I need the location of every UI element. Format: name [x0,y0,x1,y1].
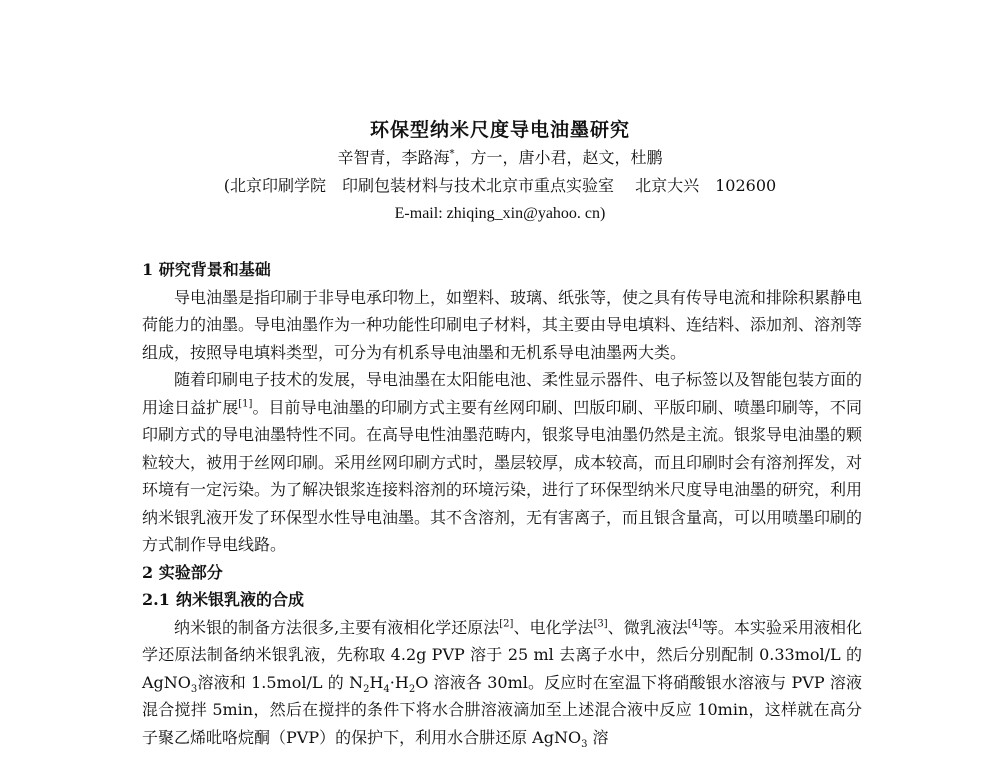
authors-text-1: 辛智青，李路海 [337,148,450,167]
author-list [0,144,1000,172]
paragraph-text: 纳米银的制备方法很多,主要有液相化学还原法 [174,617,500,637]
paragraph-text: 溶 [587,727,609,747]
subsection-title: 纳米银乳液的合成 [176,590,305,609]
paragraph-text: 。目前导电油墨的印刷方式主要有丝网印刷、凹版印刷、平版印刷、喷墨印刷等，不同印刷方式的导电油墨特性不同。在高导电性油墨范畴内，银浆导电油墨仍然是主流。银浆导电油墨的颗粒较大，被用于丝网印刷。采用丝网印刷方式时，墨层较厚，成本较高，而且印刷时会有溶剂挥发，对环境有一定污染。为了解决银浆连接料溶剂的环境污染，进行了环保型纳米尺度导电油墨的研究，利用纳米银乳液开发了环保型水性导电油墨。其不含溶剂，无有害离子，而且银含量高，可以用喷墨印刷的方式制作导电线路。 [142,397,863,554]
citation-ref: [2] [499,618,514,630]
corresponding-author-mark: * [449,148,455,160]
citation-ref: [4] [687,618,702,630]
paper-title: 环保型纳米尺度导电油墨研究 [369,119,630,141]
subsection-2-1-heading [142,586,862,614]
affiliation: (北京印刷学院 印刷包装材料与技术北京市重点实验室 北京大兴 102600 [223,176,777,195]
subsection-number: 2.1 [142,590,170,609]
authors-text-2: ，方一，唐小君，赵文，杜鹏 [454,148,663,167]
paragraph-text: O 溶液各 30ml。反应时在室温下将硝酸银水溶液与 PVP 溶液混合搅拌 5min，然后在搅拌的条件下将水合肼溶液滴加至上述混合液中反应 10min，这样就在高分子聚乙烯吡咯烷酮（PVP）的保护下，利用水合肼还原 AgNO [142,672,862,747]
citation-ref: [3] [593,618,608,630]
section-2-1-paragraph-1 [142,614,862,752]
paragraph-text: 、微乳液法 [607,617,688,637]
paper-body [142,256,862,751]
subscript: 2 [363,683,370,695]
paragraph-text: 溶液和 1.5mol/L 的 N [197,672,364,692]
section-1-paragraph-2 [142,366,862,559]
paragraph-text: 、电化学法 [513,617,594,637]
paragraph-text: ·H [389,672,409,692]
section-1-paragraph-1: 导电油墨是指印刷于非导电承印物上，如塑料、玻璃、纸张等，使之具有传导电流和排除积累静电荷能力的油墨。导电油墨作为一种功能性印刷电子材料，其主要由导电填料、连结料、添加剂、溶剂等组成，按照导电填料类型，可分为有机系导电油墨和无机系导电油墨两大类。 [142,287,863,362]
subscript: 3 [581,738,588,750]
paragraph-text: H [369,672,384,692]
subscript: 2 [408,683,416,695]
citation-ref: [1] [238,398,253,410]
subscript: 3 [190,683,198,695]
section-1-heading: 1 研究背景和基础 [142,260,271,279]
contact-email: E-mail: zhiqing_xin@yahoo. cn) [394,205,606,222]
paragraph-text: 随着印刷电子技术的发展，导电油墨在太阳能电池、柔性显示器件、电子标签以及智能包装方面的用途日益扩展 [142,370,863,417]
section-2-heading: 2 实验部分 [142,562,223,582]
paragraph-text: 等。本实验采用液相化学还原法制备纳米银乳液，先称取 4.2g PVP 溶于 25 ml 去离子水中，然后分别配制 0.33mol/L 的 AgNO [142,617,862,692]
subscript: 4 [383,683,390,695]
paper-header [0,116,1000,228]
